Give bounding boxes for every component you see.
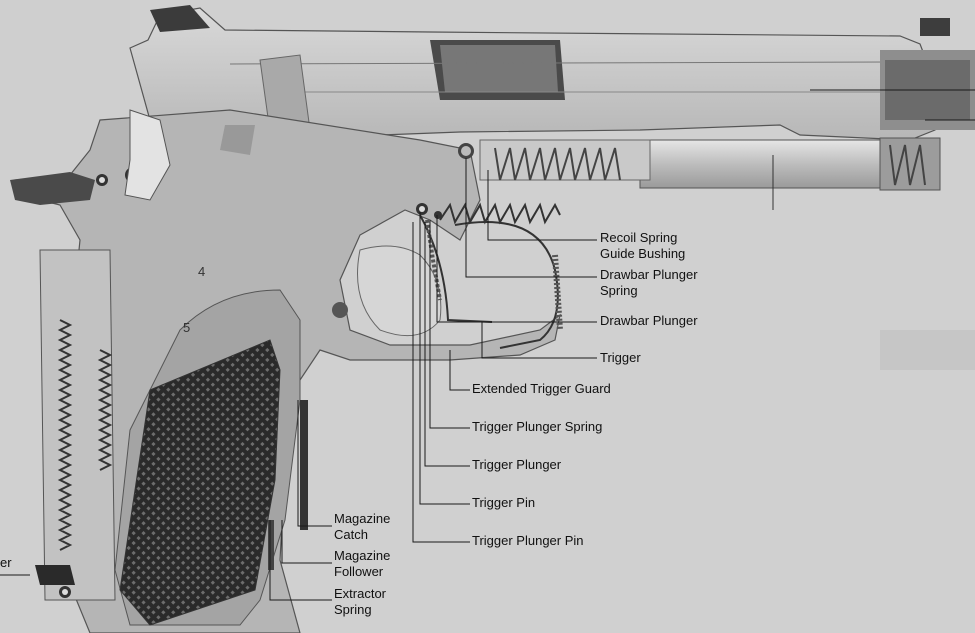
- part-number-5: 5: [183, 320, 191, 335]
- label-partial-left: er: [0, 555, 12, 570]
- label-magazine-follower: Magazine Follower: [334, 548, 391, 579]
- magazine-catch-part: [300, 400, 308, 530]
- label-trigger-plunger-spring: Trigger Plunger Spring: [472, 419, 603, 434]
- label-recoil-spring-guide-bushing: Recoil Spring Guide Bushing: [600, 230, 686, 261]
- label-trigger-plunger: Trigger Plunger: [472, 457, 562, 472]
- magazine-follower-part: [268, 520, 274, 570]
- label-magazine-catch: Magazine Catch: [334, 511, 391, 542]
- part-number-4: 4: [198, 264, 206, 279]
- label-trigger: Trigger: [600, 350, 641, 365]
- label-extractor-spring: Extractor Spring: [334, 586, 387, 617]
- magazine-well: [35, 250, 115, 600]
- label-trigger-pin: Trigger Pin: [472, 495, 536, 510]
- label-drawbar-plunger: Drawbar Plunger: [600, 313, 698, 328]
- label-drawbar-plunger-spring: Drawbar Plunger Spring: [600, 267, 698, 298]
- label-trigger-plunger-pin: Trigger Plunger Pin: [472, 533, 584, 548]
- label-extended-trigger-guard: Extended Trigger Guard: [472, 381, 611, 396]
